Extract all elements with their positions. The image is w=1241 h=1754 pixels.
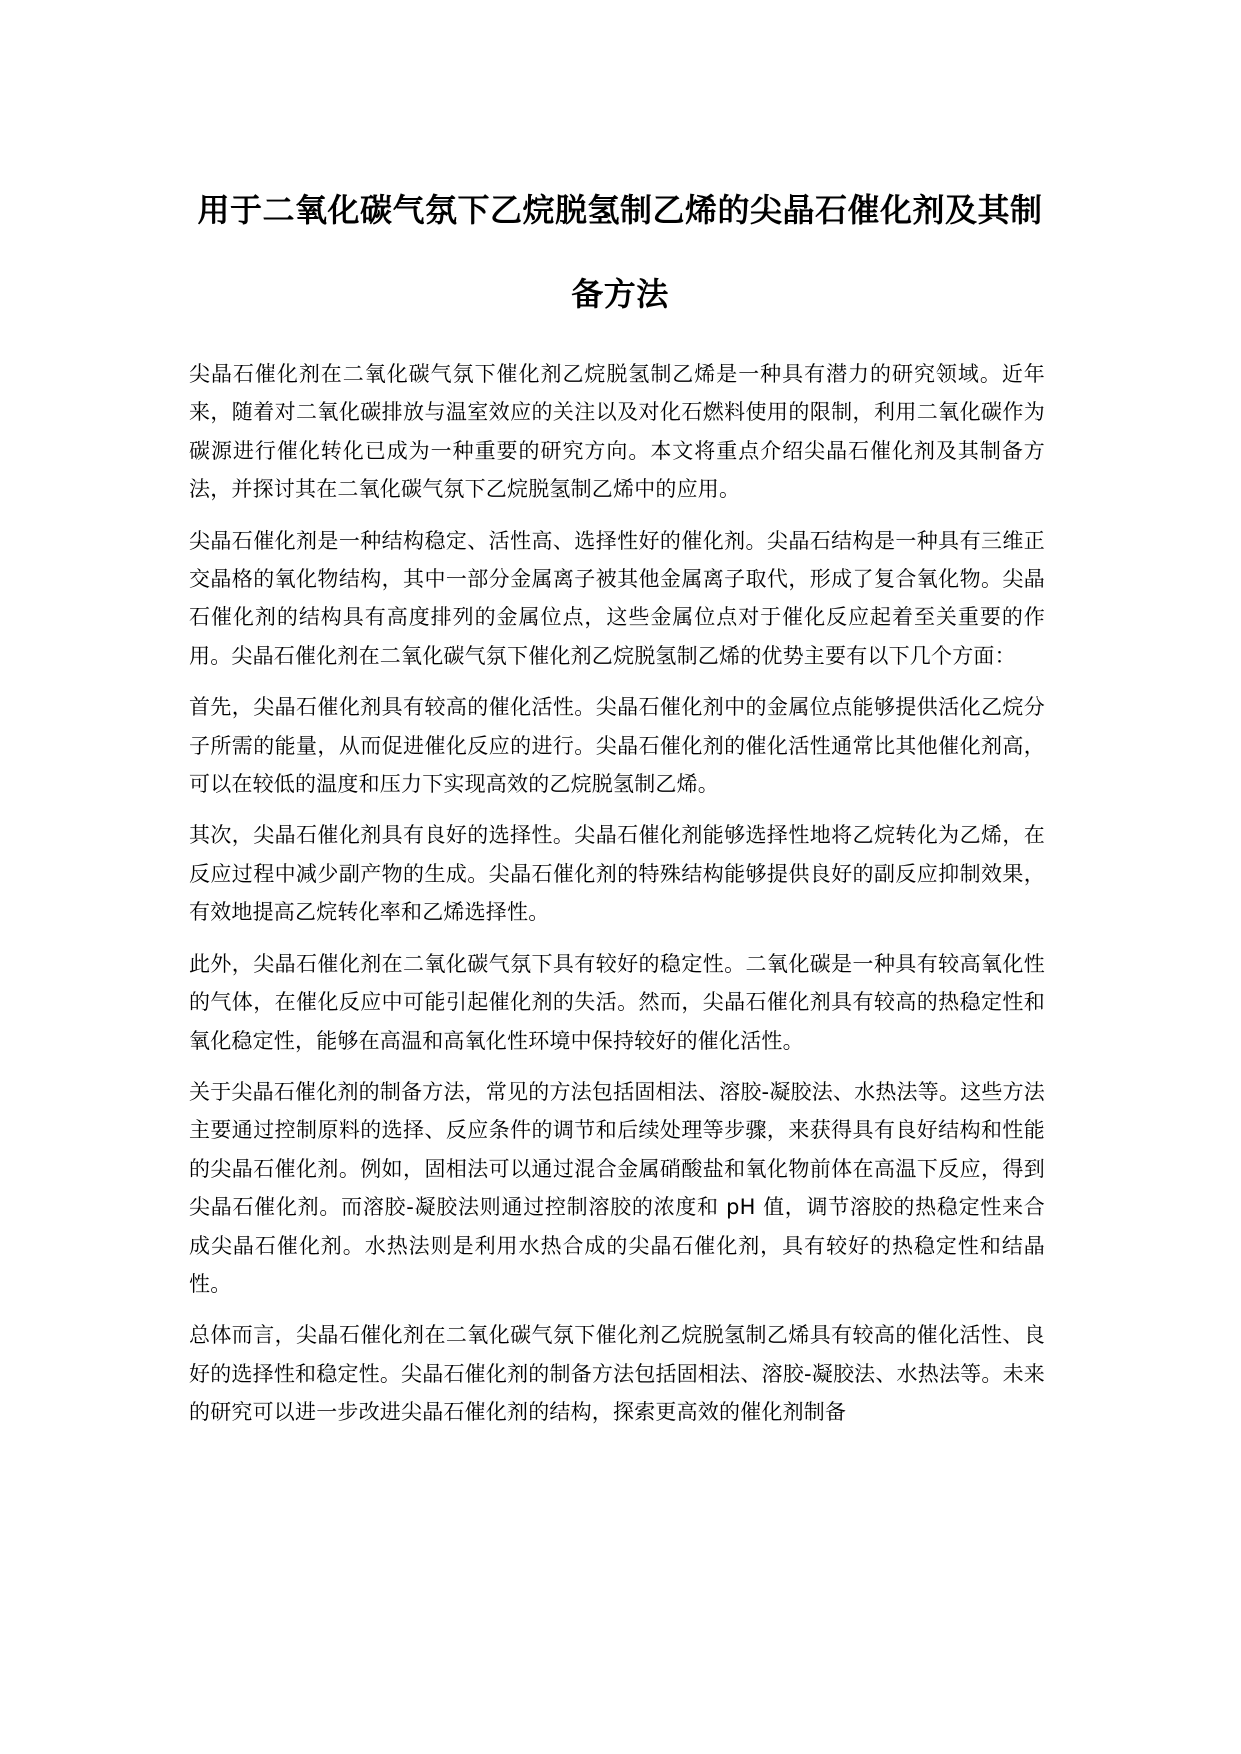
- paragraph-summary: 总体而言，尖晶石催化剂在二氧化碳气氛下催化剂乙烷脱氢制乙烯具有较高的催化活性、良好的选择性和稳定性。尖晶石催化剂的制备方法包括固相法、溶胶-凝胶法、水热法等。未来的研究可以进一步改进尖晶石催化剂的结构，探索更高效的催化剂制备: [189, 1323, 1045, 1425]
- paragraph-structure: 尖晶石催化剂是一种结构稳定、活性高、选择性好的催化剂。尖晶石结构是一种具有三维正交晶格的氧化物结构，其中一部分金属离子被其他金属离子取代，形成了复合氧化物。尖晶石催化剂的结构具有高度排列的金属位点，这些金属位点对于催化反应起着至关重要的作用。尖晶石催化剂在二氧化碳气氛下催化剂乙烷脱氢制乙烯的优势主要有以下几个方面：: [189, 528, 1045, 668]
- document-title: 用于二氧化碳气氛下乙烷脱氢制乙烯的尖晶石催化剂及其制备方法: [197, 191, 1043, 313]
- paragraph-stability: 此外，尖晶石催化剂在二氧化碳气氛下具有较好的稳定性。二氧化碳是一种具有较高氧化性的气体，在催化反应中可能引起催化剂的失活。然而，尖晶石催化剂具有较高的热稳定性和氧化稳定性，能够在高温和高氧化性环境中保持较好的催化活性。: [189, 951, 1045, 1053]
- paragraph-activity: 首先，尖晶石催化剂具有较高的催化活性。尖晶石催化剂中的金属位点能够提供活化乙烷分子所需的能量，从而促进催化反应的进行。尖晶石催化剂的催化活性通常比其他催化剂高，可以在较低的温度和压力下实现高效的乙烷脱氢制乙烯。: [189, 695, 1045, 797]
- paragraph-preparation: 关于尖晶石催化剂的制备方法，常见的方法包括固相法、溶胶-凝胶法、水热法等。这些方法主要通过控制原料的选择、反应条件的调节和后续处理等步骤，来获得具有良好结构和性能的尖晶石催化剂。例如，固相法可以通过混合金属硝酸盐和氧化物前体在高温下反应，得到尖晶石催化剂。而溶胶-凝胶法则通过控制溶胶的浓度和 pH 值，调节溶胶的热稳定性来合成尖晶石催化剂。水热法则是利用水热合成的尖晶石催化剂，具有较好的热稳定性和结晶性。: [189, 1079, 1045, 1296]
- paragraph-selectivity: 其次，尖晶石催化剂具有良好的选择性。尖晶石催化剂能够选择性地将乙烷转化为乙烯，在反应过程中减少副产物的生成。尖晶石催化剂的特殊结构能够提供良好的副反应抑制效果，有效地提高乙烷转化率和乙烯选择性。: [189, 823, 1045, 925]
- paragraph-intro: 尖晶石催化剂在二氧化碳气氛下催化剂乙烷脱氢制乙烯是一种具有潜力的研究领域。近年来，随着对二氧化碳排放与温室效应的关注以及对化石燃料使用的限制，利用二氧化碳作为碳源进行催化转化已成为一种重要的研究方向。本文将重点介绍尖晶石催化剂及其制备方法，并探讨其在二氧化碳气氛下乙烷脱氢制乙烯中的应用。: [189, 362, 1045, 502]
- document-body: [189, 355, 1045, 1445]
